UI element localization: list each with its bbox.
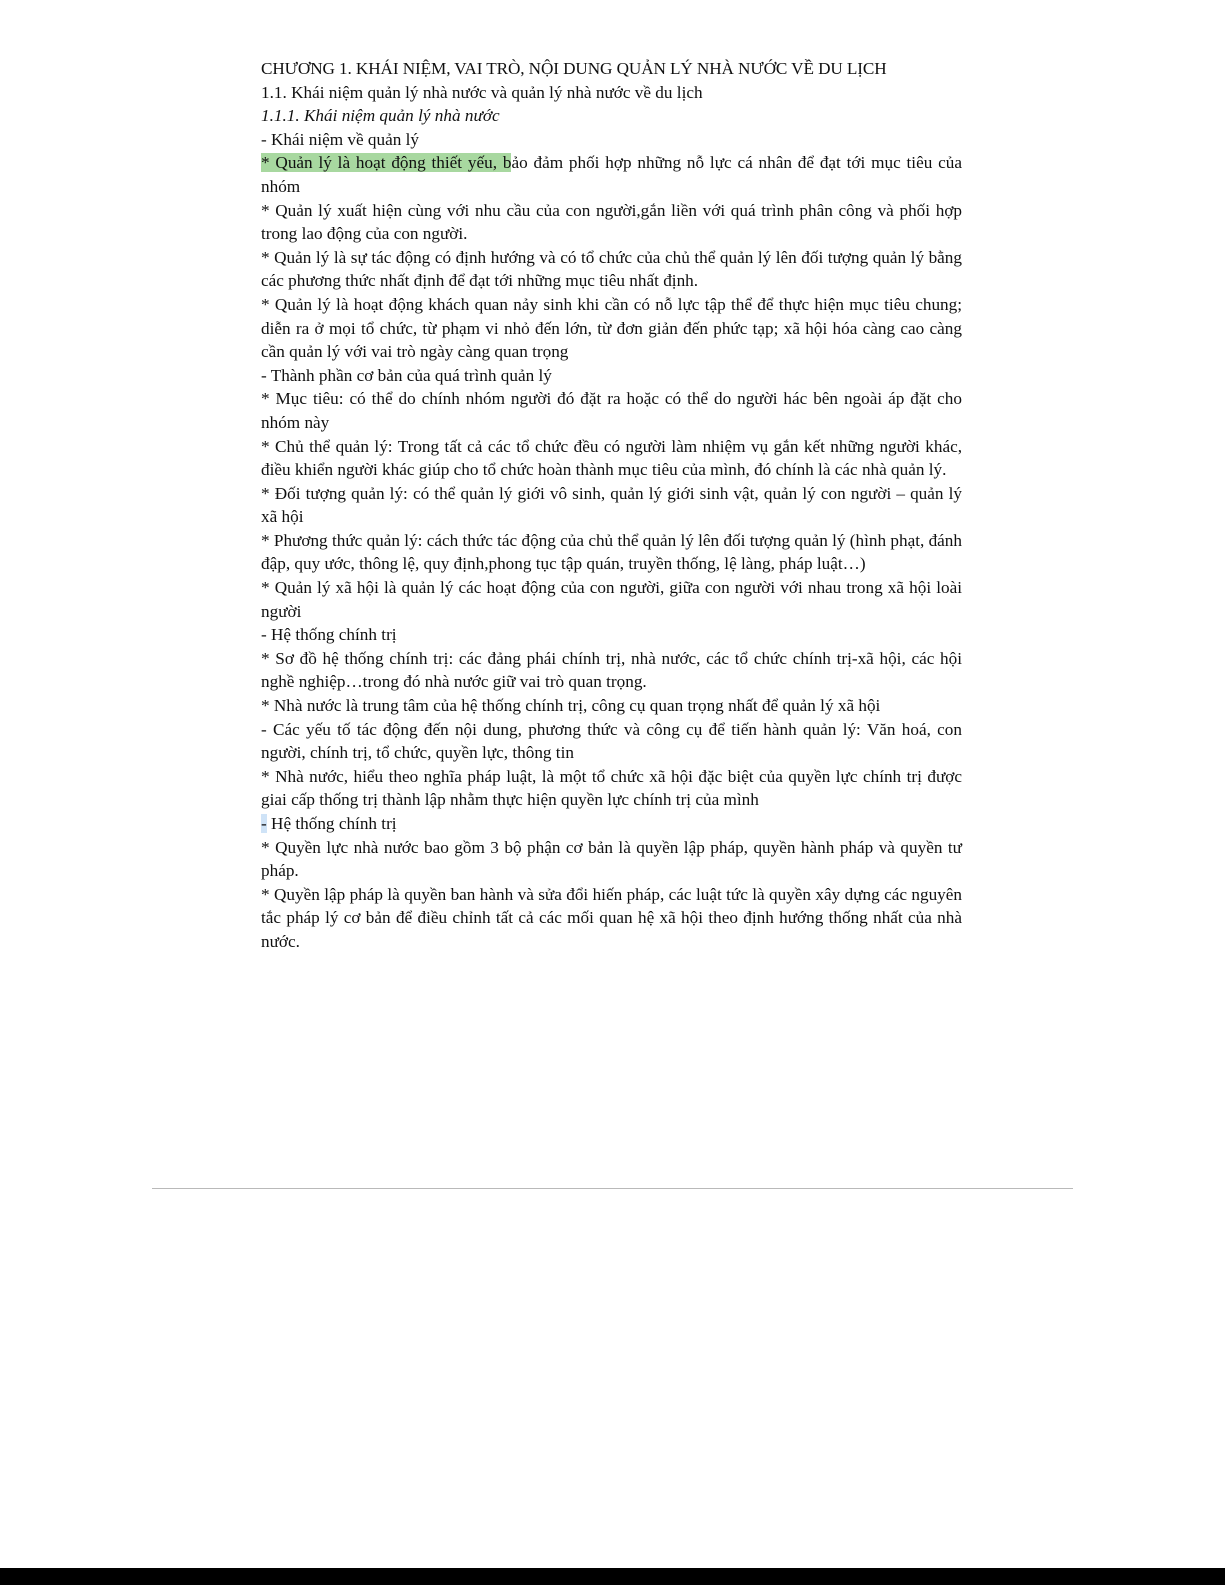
heading-thanh-phan: - Thành phần cơ bản của quá trình quản lý: [261, 365, 552, 385]
bottom-edge-bar: [0, 1568, 1225, 1585]
heading-khai-niem: - Khái niệm về quản lý: [261, 129, 419, 149]
paragraph-3: * Quản lý là sự tác động có định hướng và có tổ chức của chủ thể quản lý lên đối tượng quản lý bằng các phương thức nhất định để đạt tới những mục tiêu nhất định.: [261, 247, 962, 291]
chapter-title: CHƯƠNG 1. KHÁI NIỆM, VAI TRÒ, NỘI DUNG QUẢN LÝ NHÀ NƯỚC VỀ DU LỊCH: [261, 59, 887, 78]
paragraph-4: * Quản lý là hoạt động khách quan nảy sinh khi cần có nỗ lực tập thể để thực hiện mục tiêu chung; diễn ra ở mọi tổ chức, từ phạm vi nhỏ đến lớn, từ đơn giản đến phức tạp; xã hội hóa càng cao càng cần quản lý với vai trò ngày càng quan trọng: [261, 294, 962, 362]
paragraph-1-rest: ảo đảm phối hợp những nỗ lực cá nhân để đạt tới mục tiêu của nhóm: [261, 153, 962, 196]
heading-he-thong-1: - Hệ thống chính trị: [261, 625, 397, 645]
paragraph-15: * Quyền lập pháp là quyền ban hành và sửa đổi hiến pháp, các luật tức là quyền xây dựng các nguyên tắc pháp lý cơ bản để điều chỉnh tất cả các mối quan hệ xã hội theo định hướng thống nhất của nhà nước.: [261, 884, 962, 951]
paragraph-7: * Đối tượng quản lý: có thể quản lý giới vô sinh, quản lý giới sinh vật, quản lý con người – quản lý xã hội: [261, 483, 962, 527]
paragraph-11: * Nhà nước là trung tâm của hệ thống chính trị, công cụ quan trọng nhất để quản lý xã hội: [261, 696, 881, 716]
paragraph-1: [261, 151, 962, 198]
subsection-heading-1-1-1: 1.1.1. Khái niệm quản lý nhà nước: [261, 106, 500, 126]
section-heading-1-1: 1.1. Khái niệm quản lý nhà nước và quản lý nhà nước về du lịch: [261, 82, 703, 102]
heading-he-thong-2-text: Hệ thống chính trị: [266, 814, 397, 833]
text-selection[interactable]: -: [261, 814, 267, 833]
paragraph-10: * Sơ đồ hệ thống chính trị: các đảng phái chính trị, nhà nước, các tổ chức chính trị-xã hội, các hội nghề nghiệp…trong đó nhà nước giữ vai trò quan trọng.: [261, 648, 962, 692]
highlighted-text[interactable]: * Quản lý là hoạt động thiết yếu, b: [261, 153, 512, 173]
document-page: [261, 57, 962, 954]
paragraph-6: * Chủ thể quản lý: Trong tất cả các tổ chức đều có người làm nhiệm vụ gắn kết những người khác, điều khiển người khác giúp cho tổ chức hoàn thành mục tiêu của mình, đó chính là các nhà quản lý.: [261, 436, 962, 480]
paragraph-2: * Quản lý xuất hiện cùng với nhu cầu của con người,gắn liền với quá trình phân công và phối hợp trong lao động của con người.: [261, 200, 962, 244]
paragraph-14: * Quyền lực nhà nước bao gồm 3 bộ phận cơ bản là quyền lập pháp, quyền hành pháp và quyền tư pháp.: [261, 837, 962, 881]
paragraph-9: * Quản lý xã hội là quản lý các hoạt động của con người, giữa con người với nhau trong xã hội loài người: [261, 578, 962, 621]
paragraph-12: - Các yếu tố tác động đến nội dung, phương thức và công cụ để tiến hành quản lý: Văn hoá, con người, chính trị, tổ chức, quyền lực, thông tin: [261, 719, 962, 763]
page-break-divider: [152, 1188, 1073, 1189]
heading-he-thong-2: [261, 812, 962, 836]
paragraph-13: * Nhà nước, hiểu theo nghĩa pháp luật, là một tổ chức xã hội đặc biệt của quyền lực chính trị được giai cấp thống trị thành lập nhằm thực hiện quyền lực chính trị của mình: [261, 766, 962, 810]
paragraph-8: * Phương thức quản lý: cách thức tác động của chủ thể quản lý lên đối tượng quản lý (hình phạt, đánh đập, quy ước, thông lệ, quy định,phong tục tập quán, truyền thống, lệ làng, pháp luật…): [261, 530, 962, 574]
paragraph-5: * Mục tiêu: có thể do chính nhóm người đó đặt ra hoặc có thể do người hác bên ngoài áp đặt cho nhóm này: [261, 389, 962, 432]
